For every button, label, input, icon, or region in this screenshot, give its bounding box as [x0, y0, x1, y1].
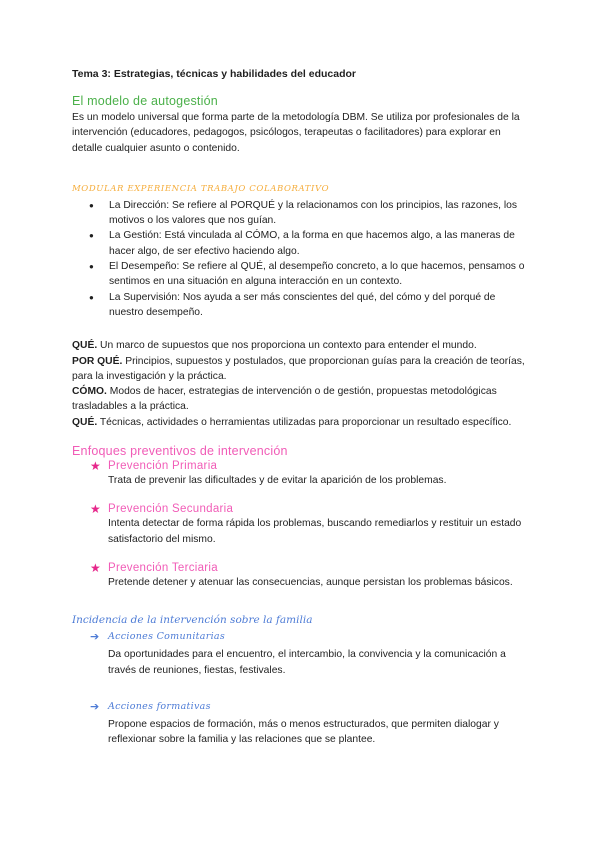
definition-term: POR QUÉ. — [72, 355, 123, 367]
family-item-text: Da oportunidades para el encuentro, el intercambio, la convivencia y la comunicación a través de reuniones, fiestas, festivales. — [108, 649, 506, 676]
list-item: ● El Desempeño: Se refiere al QUÉ, al desempeño concreto, a lo que hacemos, pensamos o sentimos en una situación en alguna interacción en un contexto. — [109, 259, 532, 290]
definition — [72, 415, 532, 430]
star-icon: ★ — [90, 502, 102, 517]
prevention-title: Prevención Secundaria — [108, 503, 234, 516]
definition-text: Principios, supuestos y postulados, que proporcionan guías para la creación de teorías, para la investigación y la práctica. — [72, 355, 525, 382]
star-icon: ★ — [90, 560, 102, 575]
section-heading-preventivos: Enfoques preventivos de intervención — [72, 444, 288, 459]
list-item: ● La Supervisión: Nos ayuda a ser más conscientes del qué, del cómo y del porqué de nuestro desempeño. — [109, 290, 532, 321]
star-icon: ★ — [90, 459, 102, 474]
definition — [72, 384, 532, 415]
definition-text: Modos de hacer, estrategias de intervención o de gestión, propuestas metodológicas trasladables a la práctica. — [72, 386, 497, 413]
definition-term: QUÉ. — [72, 340, 98, 352]
definition-term: CÓMO. — [72, 386, 107, 398]
page-title: Tema 3: Estrategias, técnicas y habilidades del educador — [72, 68, 356, 80]
modelo-list — [72, 198, 532, 320]
prevention-text: Trata de prevenir las dificultades y de evitar la aparición de los problemas. — [108, 475, 447, 487]
definition-term: QUÉ. — [72, 416, 98, 428]
arrow-right-icon: ➔ — [90, 699, 100, 713]
prevention-text: Intenta detectar de forma rápida los problemas, buscando remediarlos y restituir un estado satisfactorio del mismo. — [108, 518, 522, 545]
prevention-item — [90, 502, 532, 547]
family-item-text: Propone espacios de formación, más o menos estructurados, que permiten dialogar y reflexionar sobre la familia y las relaciones que se plantee. — [108, 718, 499, 746]
family-item-title: Acciones Comunitarias — [108, 631, 226, 643]
family-item-title: Acciones formativas — [108, 700, 211, 712]
autogestion-paragraph: Es un modelo universal que forma parte de la metodología DBM. Se utiliza por profesionales de la intervención (educadores, pedagogos, psicólogos, terapeutas o facilitadores) para explorar en detalle cualquier asunto o contenido. — [72, 112, 520, 154]
definition — [72, 338, 532, 353]
family-item — [90, 630, 532, 678]
prevention-title: Prevención Primaria — [108, 460, 218, 473]
section-heading-autogestion: El modelo de autogestión — [72, 94, 218, 108]
definition-text: Técnicas, actividades o herramientas utilizadas para proporcionar un resultado específico. — [97, 416, 512, 428]
list-item: ● La Dirección: Se refiere al PORQUÉ y la relacionamos con los principios, las razones, los motivos o los valores que nos guían. — [109, 198, 532, 229]
arrow-right-icon: ➔ — [90, 630, 100, 644]
list-item: ● La Gestión: Está vinculada al CÓMO, a la forma en que hacemos algo, a las maneras de hacer algo, de ser efectivo haciendo algo. — [109, 228, 532, 259]
prevention-item — [90, 459, 532, 488]
prevention-title: Prevención Terciaria — [108, 561, 218, 574]
definitions-block — [72, 338, 532, 430]
section-heading-modelo: MODULAR EXPERIENCIA TRABAJO COLABORATIVO — [72, 183, 330, 194]
prevention-text: Pretende detener y atenuar las consecuencias, aunque persistan los problemas básicos. — [108, 576, 513, 588]
document-page — [72, 68, 532, 747]
family-item — [90, 700, 532, 748]
definition — [72, 354, 532, 385]
prevention-item — [90, 561, 532, 590]
section-heading-familia: Incidencia de la intervención sobre la familia — [72, 614, 313, 627]
definition-text: Un marco de supuestos que nos proporciona un contexto para entender el mundo. — [97, 340, 477, 352]
